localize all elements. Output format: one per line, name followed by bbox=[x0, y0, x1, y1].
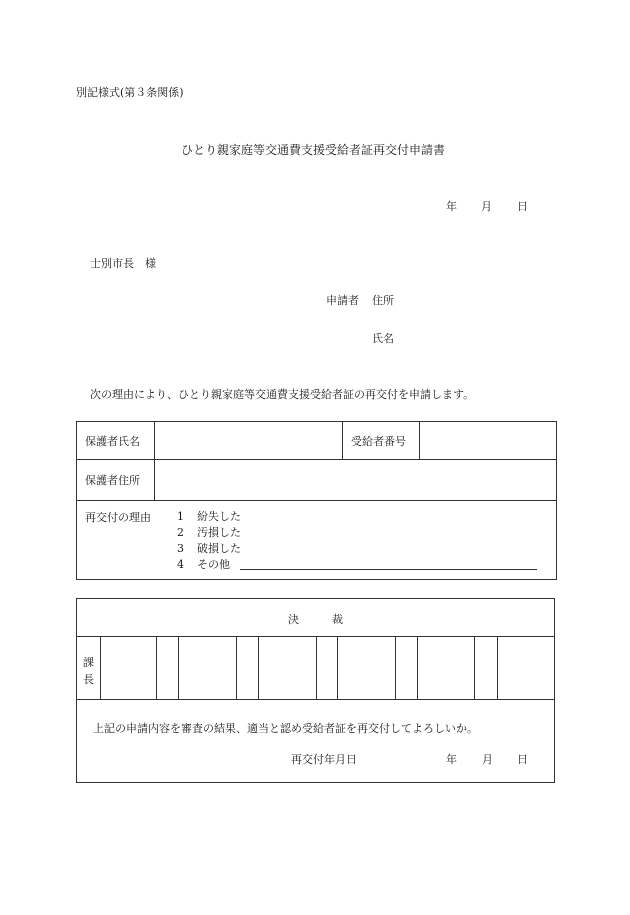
reissue-month-label: 月 bbox=[482, 753, 493, 766]
date-day-label: 日 bbox=[517, 200, 528, 213]
divider bbox=[497, 636, 498, 699]
divider bbox=[156, 636, 157, 699]
manager-label-char-2: 長 bbox=[83, 673, 94, 686]
divider bbox=[258, 636, 259, 699]
guardian-address-field[interactable] bbox=[155, 460, 557, 501]
guardian-name-label: 保護者氏名 bbox=[77, 422, 155, 460]
divider bbox=[316, 636, 317, 699]
manager-label-char-1: 課 bbox=[83, 656, 94, 669]
recipient-number-field[interactable] bbox=[420, 422, 557, 460]
applicant-label: 申請者 bbox=[326, 294, 359, 307]
divider bbox=[236, 636, 237, 699]
reason-option-soiled[interactable]: 2 汚損した bbox=[177, 526, 241, 539]
reissue-year-label: 年 bbox=[446, 753, 457, 766]
applicant-name-label: 氏名 bbox=[372, 332, 394, 345]
applicant-address-label: 住所 bbox=[372, 294, 394, 307]
other-reason-blank[interactable] bbox=[240, 557, 537, 570]
reissue-day-label: 日 bbox=[517, 753, 528, 766]
divider bbox=[417, 636, 418, 699]
divider bbox=[77, 699, 554, 700]
reason-option-lost[interactable]: 1 紛失した bbox=[177, 510, 241, 523]
reissue-date-label: 再交付年月日 bbox=[291, 753, 357, 766]
approval-statement: 上記の申請内容を審査の結果、適当と認め受給者証を再交付してよろしいか。 bbox=[93, 722, 478, 735]
date-year-label: 年 bbox=[446, 200, 457, 213]
reason-option-damaged[interactable]: 3 破損した bbox=[177, 542, 241, 555]
reason-options bbox=[175, 509, 537, 573]
recipient-number-label: 受給者番号 bbox=[343, 422, 420, 460]
document-title: ひとり親家庭等交通費支援受給者証再交付申請書 bbox=[181, 143, 446, 157]
decision-title: 決 裁 bbox=[288, 613, 343, 626]
divider bbox=[395, 636, 396, 699]
form-label: 別記様式(第３条関係) bbox=[76, 86, 184, 99]
divider bbox=[337, 636, 338, 699]
date-month-label: 月 bbox=[481, 200, 492, 213]
reissue-reason-label: 再交付の理由 bbox=[85, 511, 151, 524]
guardian-address-label: 保護者住所 bbox=[77, 460, 155, 501]
reason-option-other[interactable]: 4 その他 bbox=[175, 557, 537, 573]
divider bbox=[178, 636, 179, 699]
divider bbox=[100, 636, 101, 699]
guardian-name-field[interactable] bbox=[155, 422, 343, 460]
divider bbox=[474, 636, 475, 699]
decision-box bbox=[76, 598, 555, 783]
application-statement: 次の理由により、ひとり親家庭等交通費支援受給者証の再交付を申請します。 bbox=[90, 388, 475, 401]
addressee: 士別市長 様 bbox=[90, 257, 156, 270]
